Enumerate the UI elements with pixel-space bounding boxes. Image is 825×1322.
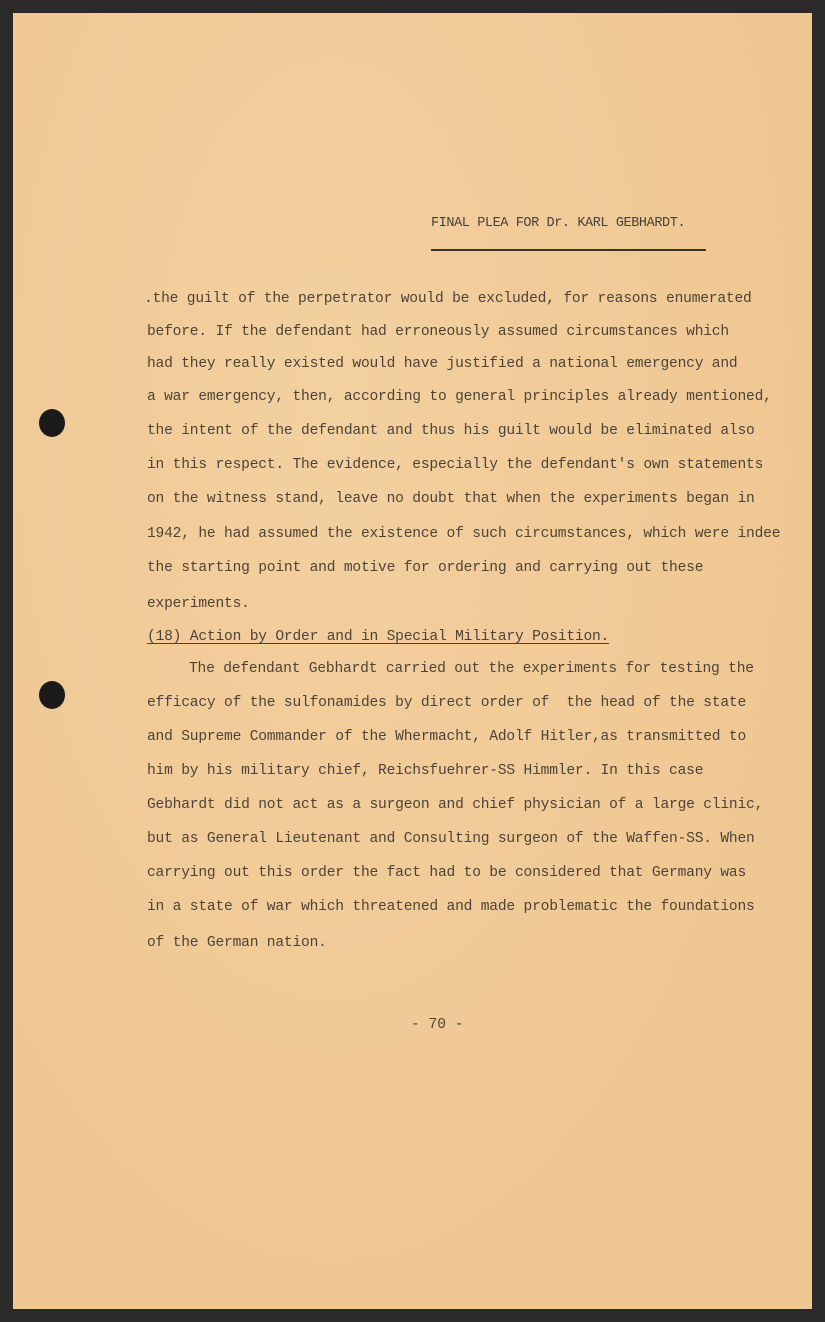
text-line: in this respect. The evidence, especially the defendant's own statements [147,457,764,473]
text-line: of the German nation. [147,935,327,951]
section-heading: (18) Action by Order and in Special Military Position. [147,629,610,645]
text-line: experiments. [147,596,250,612]
text-line: before. If the defendant had erroneously assumed circumstances which [147,324,729,340]
text-line: efficacy of the sulfonamides by direct order of the head of the state [147,695,747,711]
text-line: him by his military chief, Reichsfuehrer-SS Himmler. In this case [147,763,704,779]
document-page [13,13,812,1309]
punch-hole [39,409,65,437]
text-line: Gebhardt did not act as a surgeon and chief physician of a large clinic, [147,797,764,813]
text-line: on the witness stand, leave no doubt that when the experiments began in [147,491,755,507]
text-line: carrying out this order the fact had to be considered that Germany was [147,865,747,881]
header-underline [431,249,706,251]
text-line: but as General Lieutenant and Consulting surgeon of the Waffen-SS. When [147,831,755,847]
text-line: a war emergency, then, according to general principles already mentioned, [147,389,772,405]
text-line: .the guilt of the perpetrator would be excluded, for reasons enumerated [144,291,752,307]
text-line: the intent of the defendant and thus his guilt would be eliminated also [147,423,755,439]
text-line: the starting point and motive for ordering and carrying out these [147,560,704,576]
page-number: - 70 - [411,1017,464,1033]
document-header: FINAL PLEA FOR Dr. KARL GEBHARDT. [431,216,686,231]
text-line: and Supreme Commander of the Whermacht, Adolf Hitler,as transmitted to [147,729,747,745]
text-line: in a state of war which threatened and made problematic the foundations [147,899,755,915]
text-line: The defendant Gebhardt carried out the experiments for testing the [189,661,754,677]
text-line: had they really existed would have justified a national emergency and [147,356,738,372]
text-line: 1942, he had assumed the existence of such circumstances, which were indee [147,526,781,542]
punch-hole [39,681,65,709]
